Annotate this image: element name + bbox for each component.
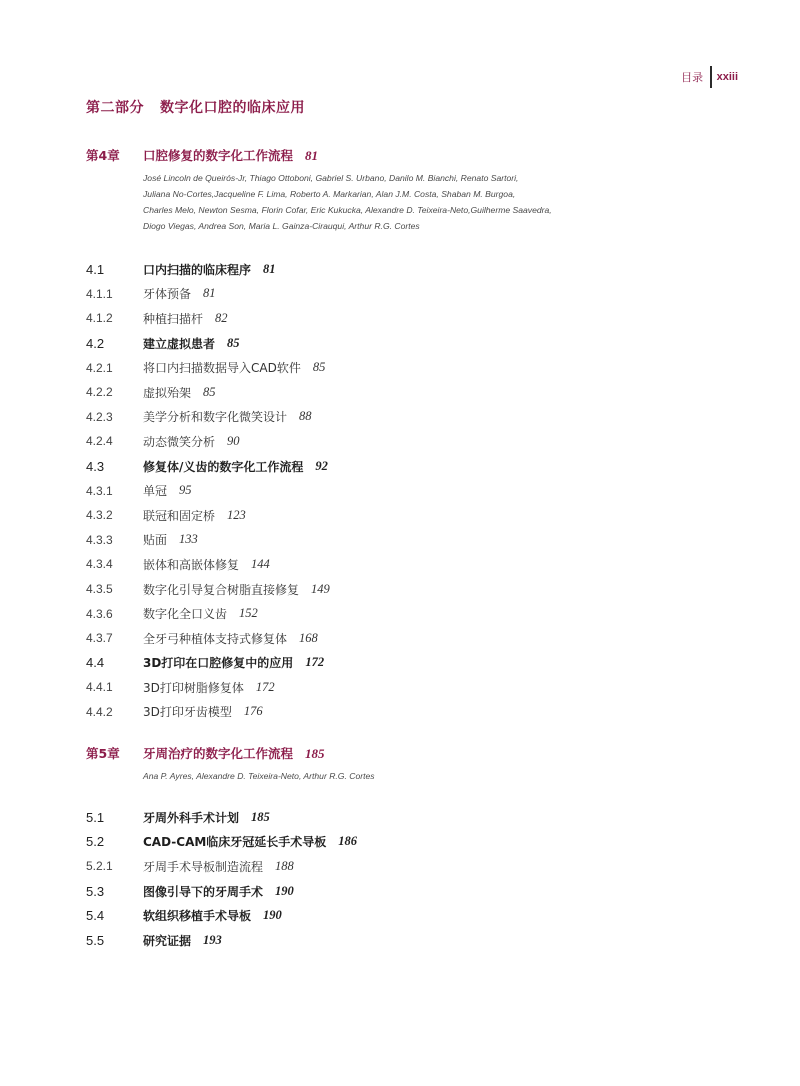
entry-number: 5.5	[86, 932, 105, 948]
entry-number: 4.4.2	[86, 704, 113, 719]
entry-page: 95	[179, 483, 192, 498]
entry-title: 牙周外科手术计划	[143, 810, 240, 825]
chapter-title[interactable]: 牙周治疗的数字化工作流程	[143, 746, 294, 761]
author-line: Juliana No-Cortes,Jacqueline F. Lima, Roberto A. Markarian, Alan J.M. Costa, Shaban M. Burgoa,	[143, 189, 516, 199]
entry-page: 81	[263, 261, 276, 276]
header-label: 目录	[681, 71, 704, 84]
entry-title: 虚拟殆架	[143, 385, 192, 400]
toc-entry[interactable]	[86, 651, 330, 676]
entry-number: 5.2.1	[86, 859, 113, 874]
entry-page: 190	[275, 883, 294, 898]
entry-page: 85	[227, 335, 240, 350]
chapter-5-entries	[86, 805, 357, 953]
entry-title: 口内扫描的临床程序	[143, 262, 252, 277]
entry-page: 193	[203, 932, 222, 947]
toc-entry[interactable]	[86, 675, 330, 700]
entry-number: 4.2.3	[86, 409, 113, 424]
toc-entry[interactable]	[86, 478, 330, 503]
entry-page: 123	[227, 507, 246, 522]
entry-number: 4.2.1	[86, 360, 113, 375]
entry-number: 5.2	[86, 834, 105, 850]
entry-title: 美学分析和数字化微笑设计	[143, 410, 288, 425]
entry-title: 数字化引导复合树脂直接修复	[143, 582, 300, 597]
entry-number: 4.4.1	[86, 680, 113, 695]
entry-number: 5.4	[86, 908, 105, 924]
entry-page: 90	[227, 433, 240, 448]
page-number: xxiii	[716, 71, 738, 83]
entry-number: 4.3.4	[86, 557, 113, 572]
entry-page: 185	[251, 809, 270, 824]
toc-entry[interactable]	[86, 805, 357, 830]
entry-title: 牙周手术导板制造流程	[143, 859, 264, 874]
entry-number: 4.3.7	[86, 631, 113, 646]
part-name: 数字化口腔的临床应用	[160, 100, 305, 116]
entry-page: 133	[179, 532, 198, 547]
toc-entry[interactable]	[86, 306, 330, 331]
entry-page: 188	[275, 858, 294, 873]
entry-title: 嵌体和高嵌体修复	[143, 557, 240, 572]
header-divider	[710, 66, 712, 88]
entry-title: 建立虚拟患者	[143, 336, 216, 351]
chapter-page: 81	[305, 148, 319, 163]
entry-number: 5.3	[86, 883, 105, 899]
entry-number: 4.2.2	[86, 385, 113, 400]
toc-entry[interactable]	[86, 380, 330, 405]
chapter-number: 第4章	[86, 148, 120, 163]
entry-title: 3D打印在口腔修复中的应用	[143, 656, 294, 671]
part-prefix: 第二部分	[86, 100, 144, 116]
author-line: Ana P. Ayres, Alexandre D. Teixeira-Neto, Arthur R.G. Cortes	[143, 771, 375, 781]
entry-number: 4.1.2	[86, 311, 113, 326]
entry-page: 190	[263, 908, 282, 923]
chapter-page: 185	[305, 746, 325, 761]
chapter-authors	[143, 170, 613, 234]
entry-title: 贴面	[143, 533, 168, 548]
entry-number: 4.1	[86, 261, 105, 277]
toc-entry[interactable]	[86, 601, 330, 626]
entry-page: 92	[315, 458, 328, 473]
toc-entry[interactable]	[86, 355, 330, 380]
entry-title: CAD-CAM临床牙冠延长手术导板	[143, 835, 327, 850]
chapter-title[interactable]: 口腔修复的数字化工作流程	[143, 148, 294, 163]
chapter-4-heading	[86, 146, 613, 234]
running-header	[681, 66, 738, 88]
entry-page: 82	[215, 310, 228, 325]
toc-entry[interactable]	[86, 903, 357, 928]
toc-entry[interactable]	[86, 577, 330, 602]
entry-page: 144	[251, 556, 270, 571]
part-title	[86, 97, 305, 117]
entry-number: 4.1.1	[86, 286, 113, 301]
entry-number: 5.1	[86, 809, 105, 825]
chapter-number: 第5章	[86, 746, 120, 761]
entry-title: 单冠	[143, 484, 168, 499]
entry-number: 4.3	[86, 458, 105, 474]
toc-entry[interactable]	[86, 830, 357, 855]
toc-entry[interactable]	[86, 854, 357, 879]
toc-entry[interactable]	[86, 429, 330, 454]
entry-number: 4.2.4	[86, 434, 113, 449]
entry-title: 软组织移植手术导板	[143, 909, 252, 924]
toc-entry[interactable]	[86, 331, 330, 356]
entry-page: 186	[338, 834, 358, 849]
entry-number: 4.4	[86, 655, 105, 671]
entry-page: 85	[312, 360, 326, 375]
toc-entry[interactable]	[86, 928, 357, 953]
entry-title: 图像引导下的牙周手术	[143, 884, 264, 899]
entry-page: 172	[255, 679, 275, 694]
entry-title: 研究证据	[143, 933, 192, 948]
entry-page: 85	[203, 384, 216, 399]
toc-entry[interactable]	[86, 405, 330, 430]
entry-number: 4.3.6	[86, 606, 113, 621]
entry-title: 全牙弓种植体支持式修复体	[143, 631, 288, 646]
entry-title: 联冠和固定桥	[143, 508, 216, 523]
entry-number: 4.3.5	[86, 582, 113, 597]
entry-title: 牙体预备	[143, 287, 192, 302]
chapter-5-heading	[86, 744, 613, 784]
entry-page: 176	[243, 704, 263, 719]
toc-entry[interactable]	[86, 257, 330, 282]
entry-page: 88	[299, 409, 312, 424]
toc-entry[interactable]	[86, 879, 357, 904]
entry-number: 4.3.3	[86, 532, 113, 547]
toc-entry[interactable]	[86, 454, 330, 479]
chapter-4-entries	[86, 257, 330, 724]
toc-entry[interactable]	[86, 552, 330, 577]
entry-page: 81	[203, 286, 216, 301]
entry-title: 数字化全口义齿	[143, 607, 228, 622]
toc-entry[interactable]	[86, 700, 330, 725]
entry-number: 4.2	[86, 335, 105, 351]
entry-number: 4.3.1	[86, 483, 113, 498]
entry-title: 3D打印牙齿模型	[143, 705, 232, 720]
entry-page: 149	[311, 581, 330, 596]
author-line: Charles Melo, Newton Sesma, Florin Cofar, Eric Kukucka, Alexandre D. Teixeira-Neto,Guilherme Saavedra,	[143, 205, 552, 215]
entry-title: 种植扫描杆	[143, 311, 204, 326]
entry-title: 3D打印树脂修复体	[143, 680, 244, 695]
entry-page: 168	[299, 630, 318, 645]
toc-entry[interactable]	[86, 626, 330, 651]
entry-page: 172	[305, 655, 325, 670]
toc-entry[interactable]	[86, 282, 330, 307]
toc-entry[interactable]	[86, 528, 330, 553]
entry-page: 152	[239, 606, 258, 621]
entry-title: 将口内扫描数据导入CAD软件	[143, 361, 301, 376]
author-line: Diogo Viegas, Andrea Son, Maria L. Gainza-Cirauqui, Arthur R.G. Cortes	[143, 221, 420, 231]
entry-title: 动态微笑分析	[143, 434, 216, 449]
chapter-authors	[143, 768, 613, 784]
author-line: José Lincoln de Queirós-Jr, Thiago Ottoboni, Gabriel S. Urbano, Danilo M. Bianchi, Renato Sartori,	[143, 173, 519, 183]
entry-title: 修复体/义齿的数字化工作流程	[143, 459, 304, 474]
entry-number: 4.3.2	[86, 508, 113, 523]
toc-entry[interactable]	[86, 503, 330, 528]
